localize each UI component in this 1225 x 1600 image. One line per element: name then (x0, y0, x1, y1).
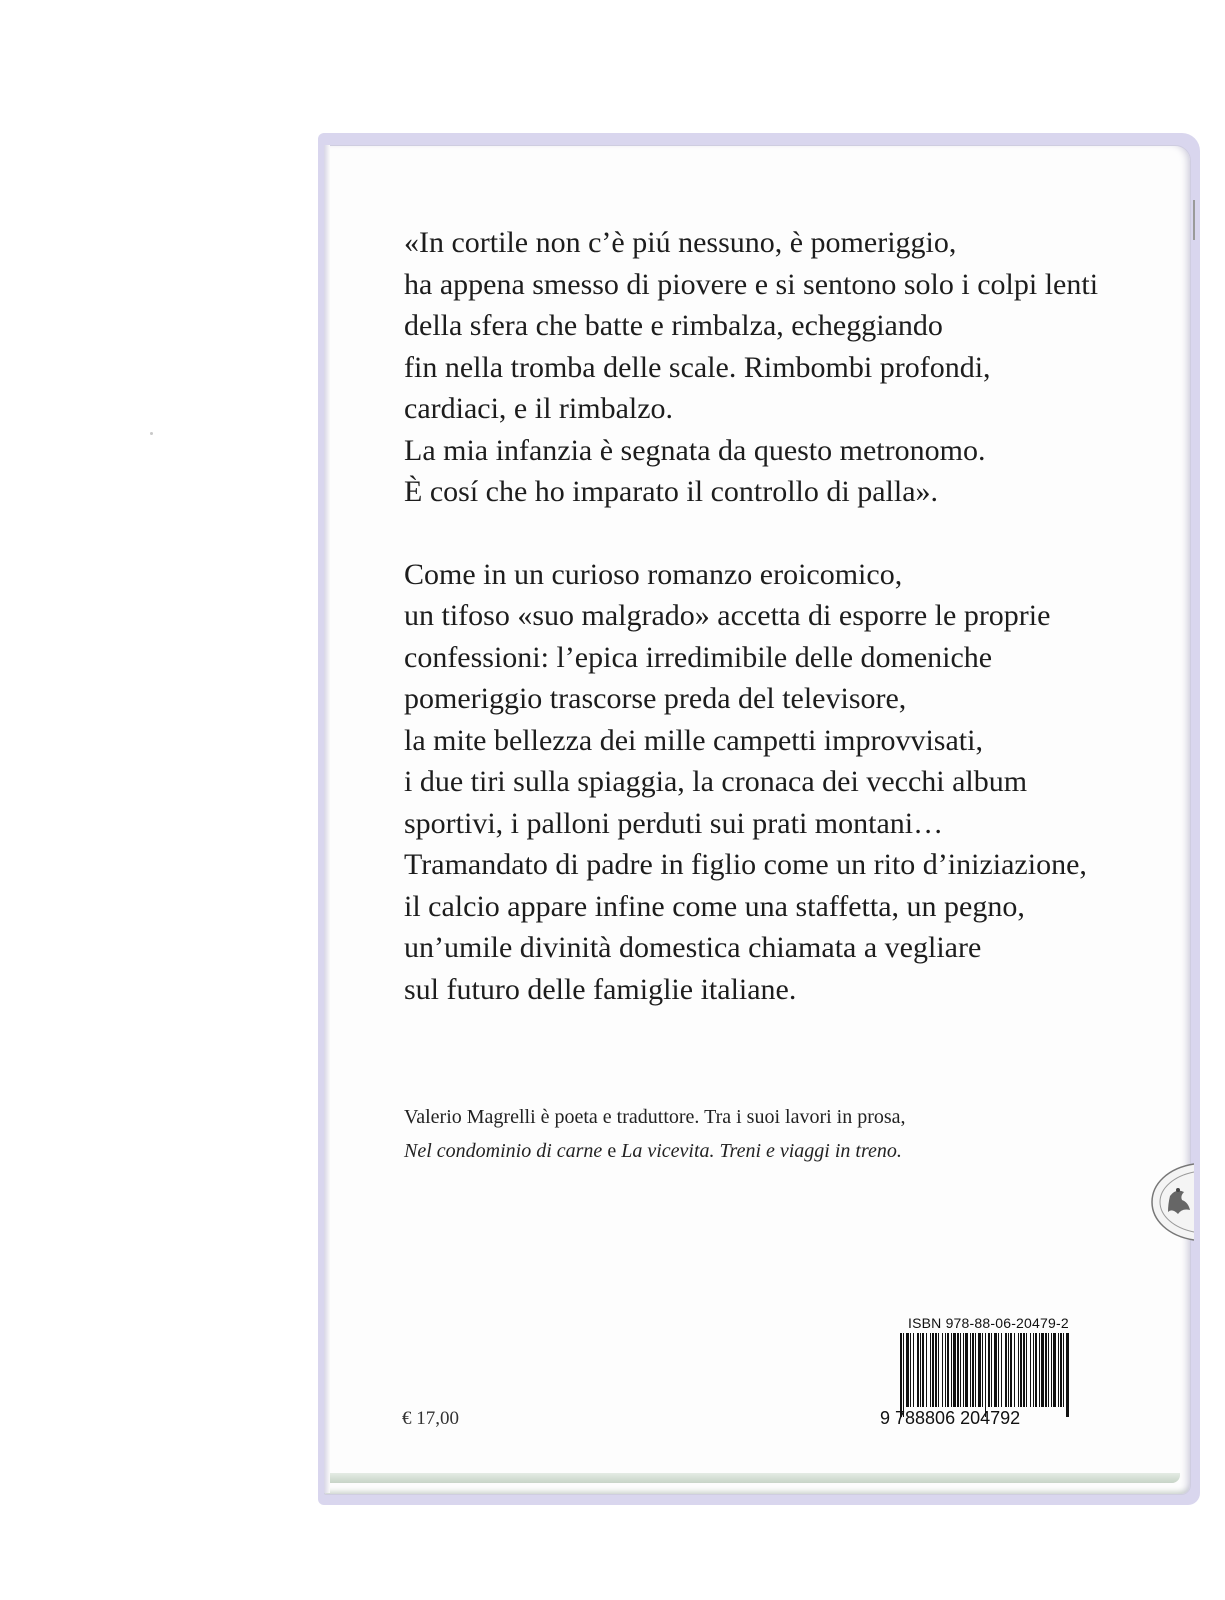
description-line: Tramandato di padre in figlio come un rito d’iniziazione, (404, 848, 1087, 881)
barcode-bar (1020, 1333, 1022, 1407)
quote-line: cardiaci, e il rimbalzo. (404, 392, 674, 425)
quote-line: fin nella tromba delle scale. Rimbombi profondi, (404, 350, 991, 384)
barcode-bar (1048, 1333, 1049, 1407)
book-title: La vicevita. Treni e viaggi in treno. (621, 1140, 902, 1162)
barcode-bar (938, 1333, 939, 1407)
barcode-bar (1041, 1333, 1044, 1407)
description-paragraph (404, 554, 1124, 1011)
quote-line: È cosí che ho imparato il controllo di palla». (404, 475, 939, 508)
spine-edge (324, 145, 330, 1493)
barcode-bar (932, 1333, 934, 1407)
description-line: Come in un curioso romanzo eroicomico, (404, 557, 903, 591)
barcode-bar (1045, 1333, 1047, 1407)
quote-paragraph (404, 222, 1124, 513)
bio-titles (404, 1134, 1124, 1168)
barcode-bar (965, 1333, 968, 1407)
author-bio (404, 1100, 1124, 1168)
quote-line: della sfera che batte e rimbalza, echeggiando (404, 309, 943, 342)
isbn-digits: 9 788806 204792 (880, 1408, 1021, 1428)
barcode-bar (1063, 1333, 1064, 1407)
barcode-bar (1051, 1333, 1052, 1407)
barcode-bar (1060, 1333, 1062, 1407)
barcode-bar (1014, 1333, 1015, 1407)
description-line: il calcio appare infine come una staffetta, un pegno, (404, 889, 1025, 923)
bio-line: Valerio Magrelli è poeta e traduttore. Tra i suoi lavori in prosa, (404, 1106, 906, 1128)
barcode-bar (975, 1333, 976, 1407)
barcode-bar (985, 1333, 986, 1417)
barcode-bar (900, 1333, 902, 1417)
barcode-bar (1033, 1333, 1034, 1407)
barcode-bar (994, 1333, 997, 1407)
barcode-bar (982, 1333, 983, 1407)
barcode-bar (991, 1333, 992, 1407)
bio-connector: e (602, 1140, 622, 1162)
quote-line: La mia infanzia è segnata da questo metronomo. (404, 433, 986, 467)
barcode-bar (926, 1333, 927, 1407)
blurb (404, 222, 1124, 1010)
barcode-bar (920, 1333, 921, 1407)
barcode-bar (970, 1333, 971, 1407)
barcode-bar (1030, 1333, 1031, 1407)
barcode-bar (988, 1333, 990, 1407)
price: € 17,00 (402, 1408, 459, 1429)
barcode-bar (1023, 1333, 1025, 1407)
barcode-bar (1010, 1333, 1012, 1407)
barcode-bar (945, 1333, 946, 1407)
barcode-bar (957, 1333, 959, 1407)
description-line: un tifoso «suo malgrado» accetta di esporre le proprie (404, 599, 1051, 632)
stray-mark (150, 432, 153, 435)
barcode-bar (1066, 1333, 1069, 1417)
barcode-bar (1026, 1333, 1027, 1407)
description-line: i due tiri sulla spiaggia, la cronaca dei vecchi album (404, 765, 1028, 798)
book-title: Nel condominio di carne (404, 1140, 603, 1162)
barcode-bar (942, 1333, 943, 1407)
barcode-bar (972, 1333, 974, 1407)
isbn-label: ISBN 978-88-06-20479-2 (908, 1315, 1069, 1331)
quote-line: ha appena smesso di piovere e si sentono solo i colpi lenti (404, 267, 1099, 301)
description-line: la mite bellezza dei mille campetti improvvisati, (404, 723, 983, 757)
barcode-bar (1005, 1333, 1007, 1407)
description-line: confessioni: l’epica irredimibile delle domeniche (404, 640, 993, 674)
quote-line: «In cortile non c’è piú nessuno, è pomeriggio, (404, 226, 957, 259)
barcode-bar (1039, 1333, 1040, 1407)
barcode-bar (906, 1333, 909, 1407)
barcode-bar (947, 1333, 949, 1407)
barcode-bar (953, 1333, 956, 1407)
bottom-edge (330, 1473, 1180, 1483)
barcode-bar (1018, 1333, 1019, 1407)
barcode-bar (935, 1333, 937, 1407)
description-line: sportivi, i palloni perduti sui prati montani… (404, 806, 944, 840)
barcode-bar (1053, 1333, 1056, 1407)
barcode-bar (1008, 1333, 1009, 1407)
barcode-bar (998, 1333, 999, 1407)
barcode-bar (960, 1333, 961, 1407)
barcode-bar (922, 1333, 924, 1407)
barcode-bar (930, 1333, 931, 1407)
barcode-bar (1035, 1333, 1037, 1407)
barcode-bar (963, 1333, 964, 1407)
barcode-bar (917, 1333, 919, 1407)
barcode-bar (951, 1333, 952, 1407)
ostrich-logo-icon (1148, 1160, 1194, 1244)
barcode-bar (1001, 1333, 1002, 1407)
edge-tick (1193, 200, 1195, 240)
barcode-bar (903, 1333, 904, 1417)
barcode-bar (910, 1333, 911, 1407)
barcode-bar (1058, 1333, 1059, 1407)
description-line: sul futuro delle famiglie italiane. (404, 972, 797, 1006)
barcode-bar (978, 1333, 981, 1407)
barcode-bar (913, 1333, 914, 1407)
description-line: un’umile divinità domestica chiamata a vegliare (404, 931, 982, 964)
description-line: pomeriggio trascorse preda del televisore, (404, 682, 907, 715)
